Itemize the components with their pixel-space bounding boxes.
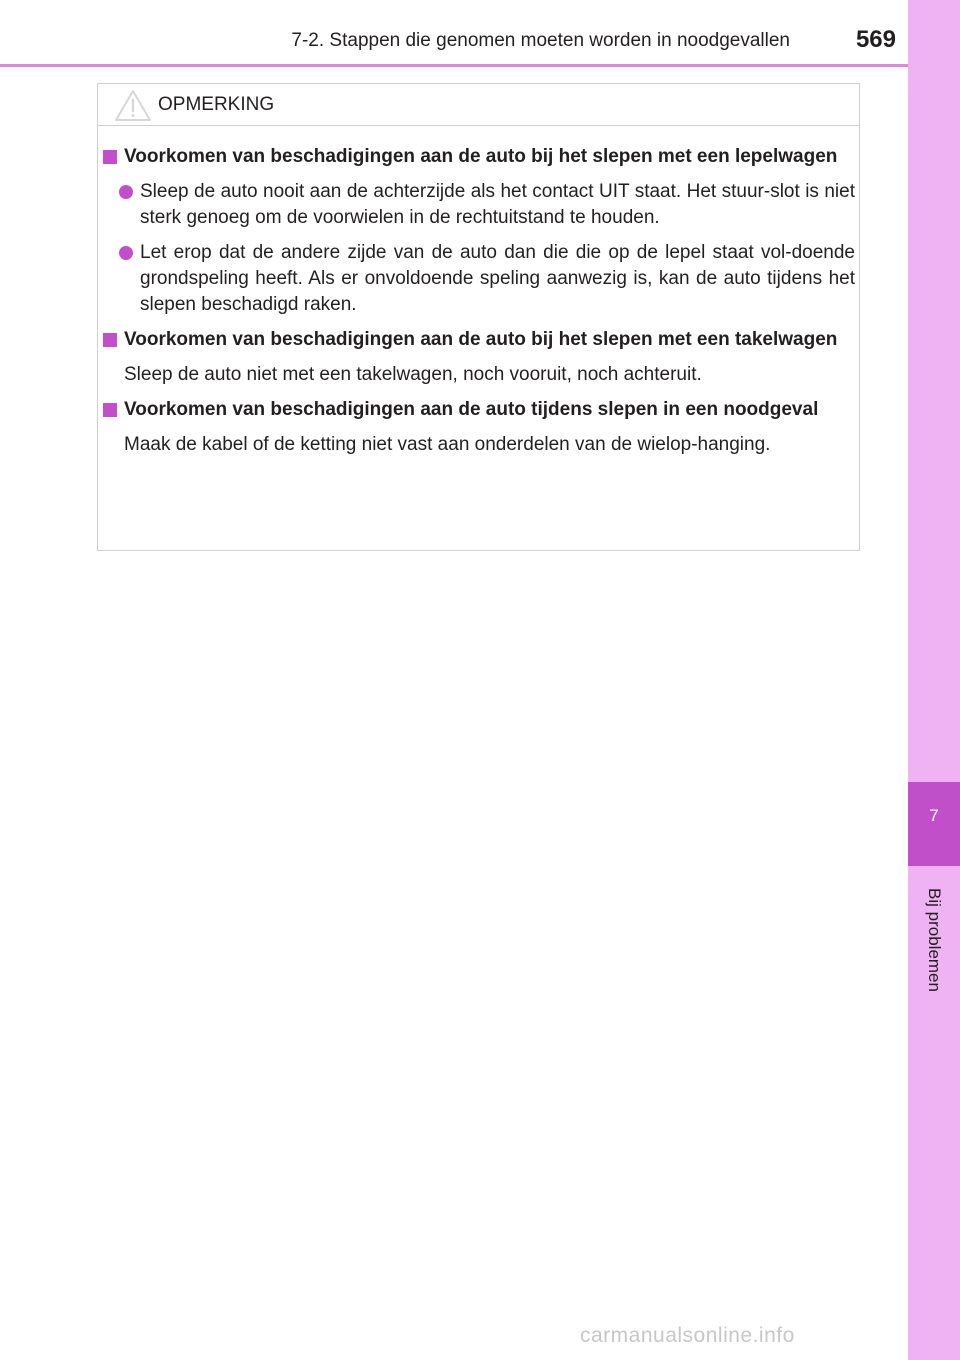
header-rule — [0, 64, 908, 67]
watermark: carmanualsonline.info — [580, 1324, 795, 1347]
round-bullet-icon — [119, 185, 133, 199]
square-bullet-icon — [103, 150, 117, 164]
notice-title: OPMERKING — [158, 94, 275, 115]
warning-triangle-icon — [114, 89, 152, 122]
notice-section — [103, 397, 855, 458]
section-heading — [103, 327, 855, 353]
section-heading — [103, 397, 855, 423]
page-number: 569 — [855, 26, 896, 53]
chapter-number: 7 — [929, 806, 939, 825]
notice-box — [97, 83, 860, 551]
running-header-title: 7-2. Stappen die genomen moeten worden in noodgevallen — [291, 30, 790, 51]
section-heading-text: Voorkomen van beschadigingen aan de auto bij het slepen met een lepelwagen — [124, 146, 838, 167]
bullet-text: Let erop dat de andere zijde van de auto dan die die op de lepel staat vol-doende grondspeling heeft. Als er onvoldoende speling aanwezig is, kan de auto tijdens het slepen beschadigd raken. — [140, 242, 855, 315]
bullet-text: Sleep de auto nooit aan de achterzijde als het contact UIT staat. Het stuur-slot is niet sterk genoeg om de voorwielen in de rechtuitstand te houden. — [140, 181, 855, 228]
section-heading — [103, 144, 855, 170]
section-text: Maak de kabel of de ketting niet vast aan onderdelen van de wielop-hanging. — [124, 434, 771, 455]
bullet-item — [119, 179, 855, 231]
notice-section — [103, 327, 855, 388]
bullet-item — [119, 240, 855, 318]
notice-body — [103, 144, 855, 467]
section-heading-text: Voorkomen van beschadigingen aan de auto bij het slepen met een takelwagen — [124, 329, 838, 350]
section-heading-text: Voorkomen van beschadigingen aan de auto tijdens slepen in een noodgeval — [124, 399, 819, 420]
round-bullet-icon — [119, 246, 133, 260]
notice-header — [98, 84, 859, 126]
chapter-label: Bij problemen — [925, 888, 944, 992]
square-bullet-icon — [103, 333, 117, 347]
square-bullet-icon — [103, 403, 117, 417]
chapter-side-tab — [908, 0, 960, 1360]
notice-section — [103, 144, 855, 318]
section-text: Sleep de auto niet met een takelwagen, noch vooruit, noch achteruit. — [124, 364, 702, 385]
